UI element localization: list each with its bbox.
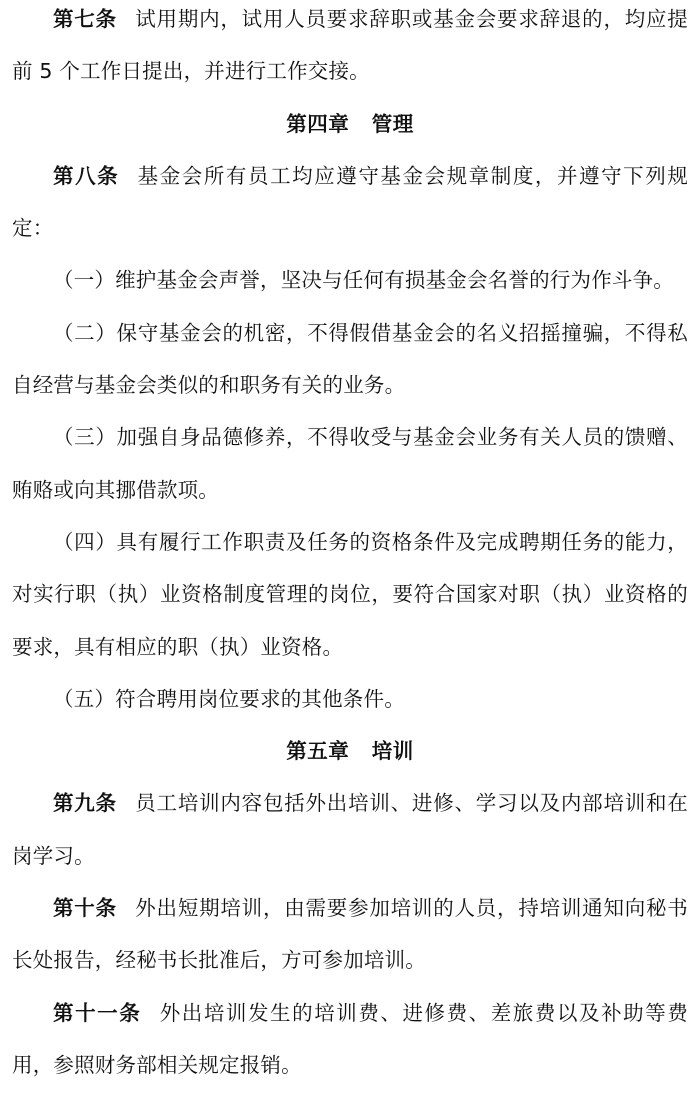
article-9-text: 员工培训内容包括外出培训、进修、学习以及内部培训和在岗学习。 xyxy=(12,791,688,868)
article-7 xyxy=(12,0,688,98)
article-11 xyxy=(12,987,688,1092)
article-8 xyxy=(12,150,688,255)
article-8-text: 基金会所有员工均应遵守基金会规章制度，并遵守下列规定： xyxy=(12,163,689,241)
article-7-label: 第七条 xyxy=(53,7,117,31)
article-9 xyxy=(12,777,688,882)
chapter-4-number: 第四章 xyxy=(286,111,350,136)
article-8-label: 第八条 xyxy=(53,163,120,188)
article-8-item-5: （五）符合聘用岗位要求的其他条件。 xyxy=(53,686,405,711)
article-7-text: 试用期内，试用人员要求辞职或基金会要求辞退的，均应提前 5 个工作日提出，并进行工作交接。 xyxy=(12,7,688,84)
article-10-label: 第十条 xyxy=(53,896,117,921)
article-8-item-1: （一）维护基金会声誉，坚决与任何有损基金会名誉的行为作斗争。 xyxy=(53,268,674,293)
article-8-item-2: （二）保守基金会的机密，不得假借基金会的名义招摇撞骗，不得私自经营与基金会类似的和职务有关的业务。 xyxy=(12,320,688,398)
article-9-label: 第九条 xyxy=(53,791,117,816)
chapter-5-title: 培训 xyxy=(371,739,414,764)
document-page xyxy=(12,0,688,1091)
chapter-4-title: 管理 xyxy=(371,111,414,136)
article-10-text: 外出短期培训，由需要参加培训的人员，持培训通知向秘书长处报告，经秘书长批准后，方可参加培训。 xyxy=(12,896,688,973)
article-11-label: 第十一条 xyxy=(53,1000,142,1025)
article-8-item-4: （四）具有履行工作职责及任务的资格条件及完成聘期任务的能力，对实行职（执）业资格制度管理的岗位，要符合国家对职（执）业资格的要求，具有相应的职（执）业资格。 xyxy=(12,529,688,659)
chapter-4-heading xyxy=(12,98,688,150)
article-11-text: 外出培训发生的培训费、进修费、差旅费以及补助等费用，参照财务部相关规定报销。 xyxy=(12,1000,688,1077)
chapter-5-heading xyxy=(12,725,688,777)
article-10 xyxy=(12,882,688,987)
article-8-item-3: （三）加强自身品德修养，不得收受与基金会业务有关人员的馈赠、贿赂或向其挪借款项。 xyxy=(12,425,688,502)
chapter-5-number: 第五章 xyxy=(286,739,350,764)
